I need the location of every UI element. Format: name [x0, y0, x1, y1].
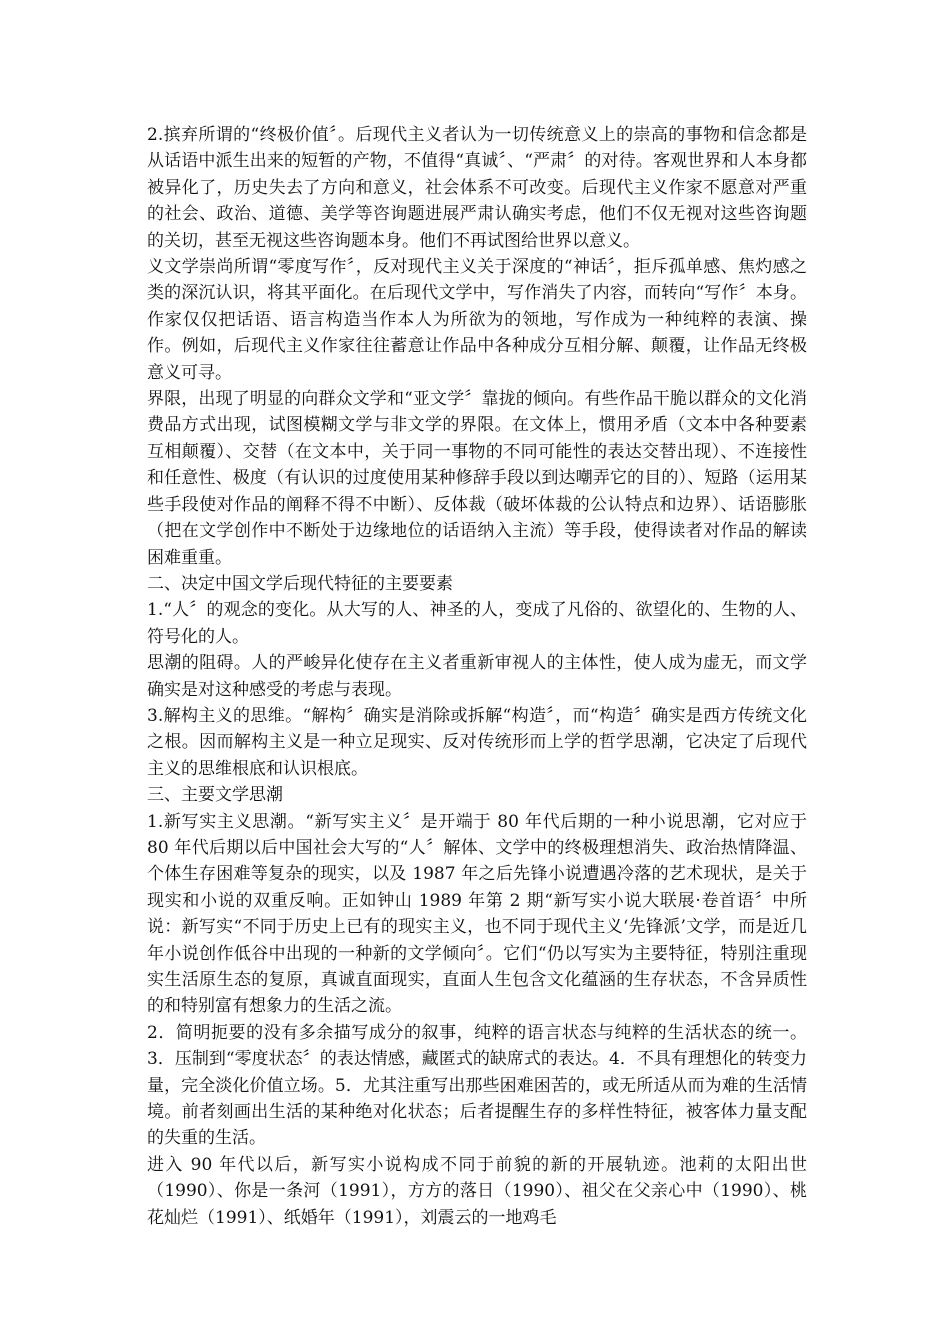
paragraph-features: 2．简明扼要的没有多余描写成分的叙事，纯粹的语言状态与纯粹的生活状态的统一。3．压制到“零度状态〞的表达情感，藏匿式的缺席式的表达。4．不具有理想化的转变力量，完全淡化价值立场。5．尤其注重写出那些困难困苦的，或无所适从而为难的生活情境。前者刻画出生活的某种绝对化状态；后者提醒生存的多样性特征，被客体力量支配的失重的生活。	[147, 1022, 807, 1149]
paragraph-zero-degree-writing: 义文学崇尚所谓“零度写作〞，反对现代主义关于深度的“神话〞，拒斥孤单感、焦灼感之类的深沉认识，将其平面化。在后现代文学中，写作消失了内容，而转向“写作〞本身。作家仅仅把话语、语言构造当作本人为所欲为的领地，写作成为一种纯粹的表演、操作。例如，后现代主义作家往往蓄意让作品中各种成分互相分解、颠覆，让作品无终极意义可寻。	[147, 257, 807, 383]
paragraph-ultimate-value: 2.摈弃所谓的“终极价值〞。后现代主义者认为一切传统意义上的崇高的事物和信念都是从话语中派生出来的短暂的产物，不值得“真诚〞、“严肃〞的对待。客观世界和人本身都被异化了，历史失去了方向和意义，社会体系不可改变。后现代主义作家不愿意对严重的社会、政治、道德、美学等咨询题进展严肃认确实考虑，他们不仅无视对这些咨询题的关切，甚至无视这些咨询题本身。他们不再试图给世界以意义。	[147, 125, 807, 251]
paragraph-boundaries: 界限，出现了明显的向群众文学和“亚文学〞靠拢的倾向。有些作品干脆以群众的文化消费品方式出现，试图模糊文学与非文学的界限。在文体上，惯用矛盾（文本中各种要素互相颠覆）、交替（在文本中，关于同一事物的不同可能性的表达交替出现）、不连接性和任意性、极度（有认识的过度使用某种修辞手段以到达嘲弄它的目的）、短路（运用某些手段使对作品的阐释不得不中断）、反体裁（破坏体裁的公认特点和边界）、话语膨胀（把在文学创作中不断处于边缘地位的话语纳入主流）等手段，使得读者对作品的解读困难重重。	[147, 389, 807, 568]
section-heading-factors: 二、决定中国文学后现代特征的主要要素	[147, 573, 453, 594]
paragraph-nineties: 进入 90 年代以后，新写实小说构成不同于前貌的新的开展轨迹。池莉的太阳出世（1990）、你是一条河（1991），方方的落日（1990）、祖父在父亲心中（1990）、桃花灿烂（1991）、纸婚年（1991），刘震云的一地鸡毛	[147, 1154, 807, 1228]
paragraph-human-concept: 1.“人〞的观念的变化。从大写的人、神圣的人，变成了凡俗的、欲望化的、生物的人、符号化的人。	[147, 600, 807, 647]
document-body	[147, 122, 807, 1231]
paragraph-new-realism: 1.新写实主义思潮。“新写实主义〞是开端于 80 年代后期的一种小说思潮，它对应于 80 年代后期以后中国社会大写的“人〞解体、文学中的终极理想消失、政治热情降温、个体生存困难等复杂的现实，以及 1987 年之后先锋小说遭遇冷落的艺术现状，是关于现实和小说的双重反响。正如钟山 1989 年第 2 期“新写实小说大联展·卷首语〞中所说：新写实“不同于历史上已有的现实主义，也不同于现代主义‘先锋派’文学，而是近几年小说创作低谷中出现的一种新的文学倾向〞。它们“仍以写实为主要特征，特别注重现实生活原生态的复原，真诚直面现实，直面人生包含文化蕴涵的生存状态，不含异质性的和特别富有想象力的生活之流。	[147, 811, 807, 1017]
paragraph-deconstruction: 3.解构主义的思维。“解构〞确实是消除或拆解“构造〞，而“构造〞确实是西方传统文化之根。因而解构主义是一种立足现实、反对传统形而上学的哲学思潮，它决定了后现代主义的思维根底和认识根底。	[147, 705, 807, 779]
section-heading-trends: 三、主要文学思潮	[147, 785, 283, 806]
paragraph-existentialism: 思潮的阻碍。人的严峻异化使存在主义者重新审视人的主体性，使人成为虚无，而文学确实是对这种感受的考虑与表现。	[147, 653, 807, 700]
